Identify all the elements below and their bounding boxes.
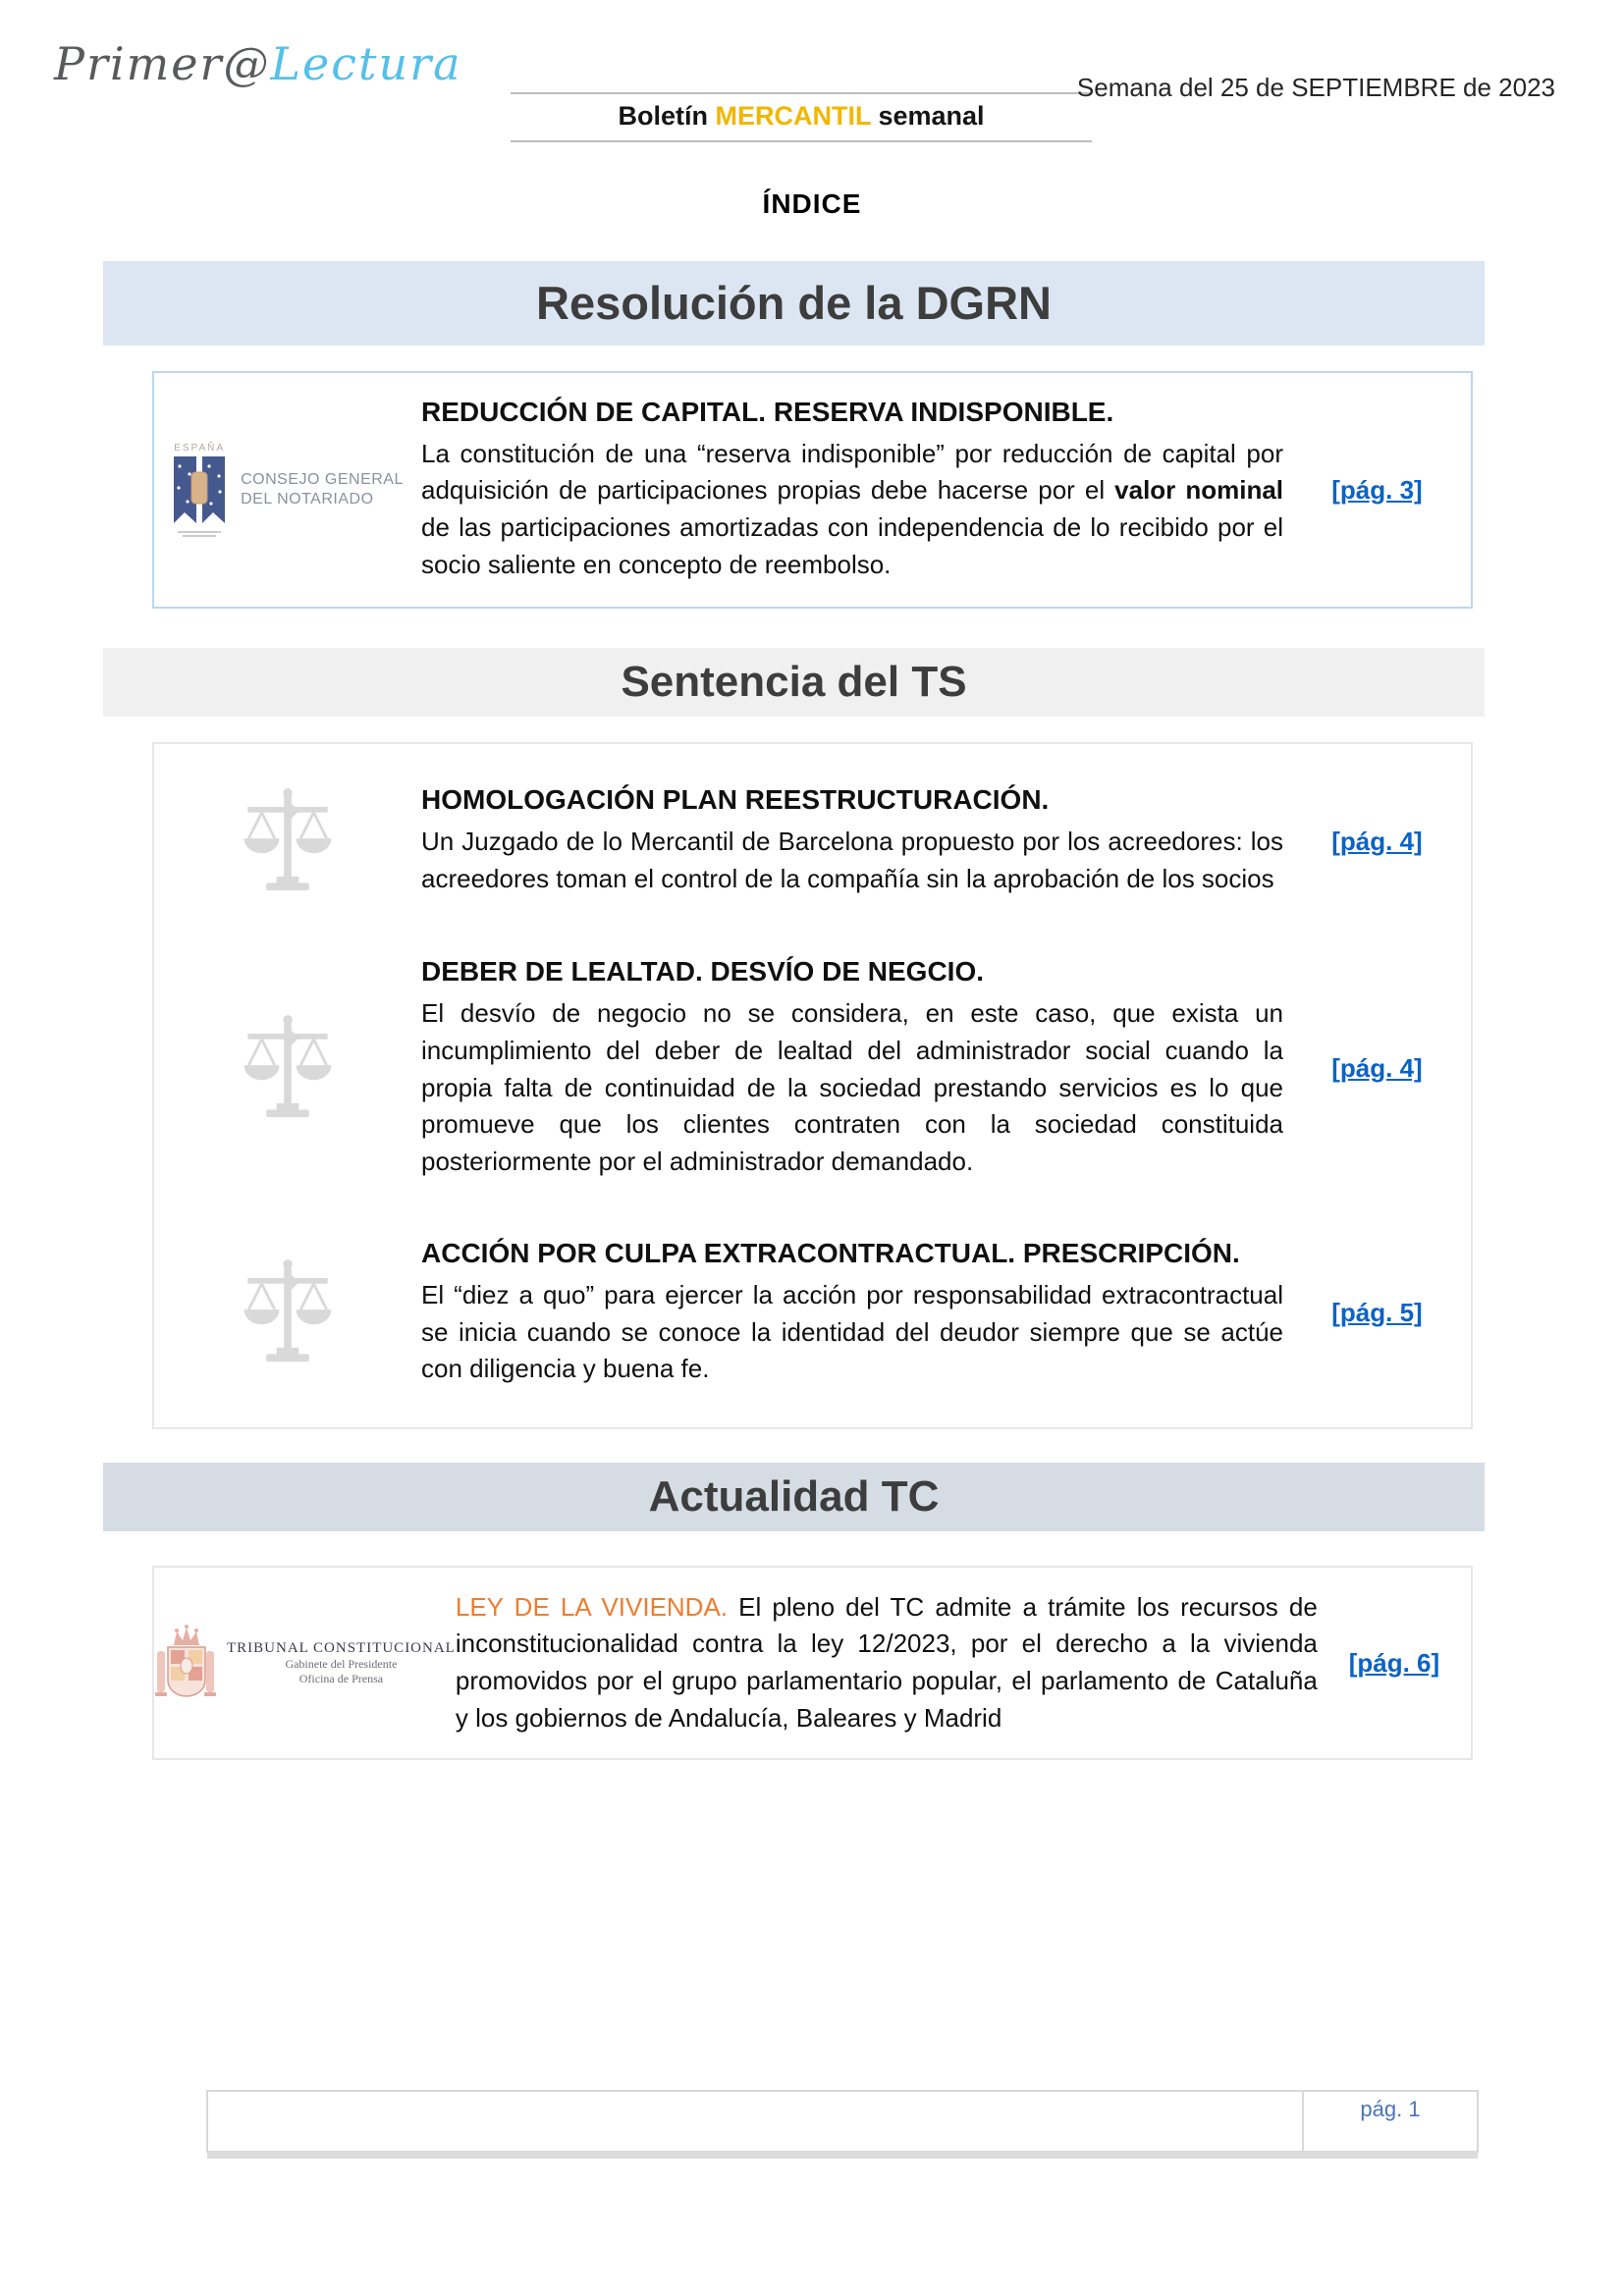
ts-item-2-text xyxy=(421,956,1283,1180)
logo-part-lectura: Lectura xyxy=(270,37,462,90)
tc-item-body xyxy=(456,1589,1318,1737)
page-link-4a[interactable]: [pág. 4] xyxy=(1331,826,1423,856)
section-box-dgrn xyxy=(152,371,1473,609)
dgrn-link-cell xyxy=(1283,475,1471,506)
tribunal-constitucional-logo xyxy=(154,1624,456,1702)
ts-item-2-body: El desvío de negocio no se considera, en este caso, que exista un incumplimiento del deber de lealtad del administrador social cuando la propia falta de continuidad de la sociedad prestando servicios es lo que promueve que los clientes contraten con la sociedad constituida posteriormente por el administrador demandado. xyxy=(421,998,1283,1176)
ts-item-3-text xyxy=(421,1238,1283,1388)
scales-icon-svg xyxy=(237,1010,339,1126)
notariado-logo xyxy=(154,443,421,537)
scales-icon xyxy=(154,1255,421,1370)
scales-icon xyxy=(154,1010,421,1126)
notariado-logo-inner xyxy=(172,443,404,537)
tc-item-text xyxy=(456,1589,1318,1737)
bulletin-title xyxy=(511,92,1092,142)
notariado-espana-label: ESPAÑA xyxy=(174,443,226,454)
logo-part-primer: Primer@ xyxy=(54,37,271,90)
ts-item-1-body: Un Juzgado de lo Mercantil de Barcelona propuesto por los acreedores: los acreedores toman el control de la compañía sin la aprobación de los socios xyxy=(421,827,1283,893)
notariado-line2: DEL NOTARIADO xyxy=(241,491,374,507)
tc-logo-line3: Oficina de Prensa xyxy=(298,1671,384,1685)
dgrn-item xyxy=(154,397,1471,584)
notariado-emblem-icon xyxy=(172,443,227,537)
tc-logo-text xyxy=(227,1640,456,1686)
ts-item-2-link-cell xyxy=(1283,1053,1471,1084)
week-date: Semana del 25 de SEPTIEMBRE de 2023 xyxy=(1076,73,1555,102)
section-box-ts xyxy=(152,742,1473,1429)
ts-item-1-link-cell xyxy=(1283,827,1471,857)
dgrn-item-text xyxy=(421,397,1283,584)
index-title: ÍNDICE xyxy=(762,188,862,219)
section-banner-tc: Actualidad TC xyxy=(103,1463,1485,1531)
tc-logo-line1: TRIBUNAL CONSTITUCIONAL xyxy=(227,1639,456,1656)
notariado-flags-icon xyxy=(172,454,227,529)
footer xyxy=(206,2090,1479,2153)
notariado-small-text-bar2 xyxy=(183,535,216,537)
bulletin-title-post: semanal xyxy=(870,101,985,131)
page-link-5[interactable]: [pág. 5] xyxy=(1331,1297,1423,1327)
dgrn-body-bold: valor nominal xyxy=(1114,475,1284,506)
ts-item-3-heading: ACCIÓN POR CULPA EXTRACONTRACTUAL. PRESCRIPCIÓN. xyxy=(421,1237,1240,1268)
page-link-3[interactable]: [pág. 3] xyxy=(1331,474,1423,505)
notariado-small-text-bar xyxy=(178,531,221,533)
bulletin-title-highlight: MERCANTIL xyxy=(715,101,871,131)
dgrn-item-heading: REDUCCIÓN DE CAPITAL. RESERVA INDISPONIBLE. xyxy=(421,396,1114,427)
tc-coat-of-arms-icon xyxy=(154,1624,217,1702)
notariado-wordmark xyxy=(241,470,404,509)
tc-logo-inner xyxy=(154,1624,456,1702)
page-number: pág. 1 xyxy=(1360,2097,1421,2121)
tc-item xyxy=(154,1589,1471,1737)
footer-empty-area xyxy=(208,2092,1304,2151)
primera-lectura-logo xyxy=(54,37,462,90)
scales-icon-svg xyxy=(237,1255,339,1370)
ts-item-3 xyxy=(154,1238,1471,1388)
ts-item-2 xyxy=(154,956,1471,1180)
ts-item-1-heading: HOMOLOGACIÓN PLAN REESTRUCTURACIÓN. xyxy=(421,784,1050,816)
section-banner-ts: Sentencia del TS xyxy=(103,648,1485,717)
section-banner-dgrn: Resolución de la DGRN xyxy=(103,261,1485,346)
scales-icon xyxy=(154,783,421,899)
tc-logo-line2: Gabinete del Presidente xyxy=(285,1656,398,1671)
dgrn-body-post: de las participaciones amortizadas con independencia de lo recibido por el socio saliente en concepto de reembolso. xyxy=(421,512,1283,579)
dgrn-body-pre: La constitución de una “reserva indisponible” por reducción de capital por adquisición de participaciones propias debe hacerse por el xyxy=(421,438,1283,506)
page-link-4b[interactable]: [pág. 4] xyxy=(1331,1052,1423,1083)
ts-item-2-heading: DEBER DE LEALTAD. DESVÍO DE NEGCIO. xyxy=(421,956,985,988)
ts-item-1-text xyxy=(421,784,1283,897)
ts-item-3-body: El “diez a quo” para ejercer la acción por responsabilidad extracontractual se inicia cuando se conoce la identidad del deudor siempre que se actúe con diligencia y buena fe. xyxy=(421,1279,1283,1384)
bulletin-title-pre: Boletín xyxy=(618,101,716,131)
notariado-line1: CONSEJO GENERAL xyxy=(241,471,404,488)
ts-item-1 xyxy=(154,783,1471,899)
tc-link-cell xyxy=(1318,1648,1471,1679)
section-box-tc xyxy=(152,1566,1473,1760)
page-link-6[interactable]: [pág. 6] xyxy=(1348,1647,1440,1678)
scales-icon-svg xyxy=(237,783,339,899)
dgrn-item-body xyxy=(421,436,1283,584)
ts-item-3-link-cell xyxy=(1283,1298,1471,1328)
tc-body-lead: LEY DE LA VIVIENDA. xyxy=(455,1591,729,1622)
tc-body-rest: El pleno del TC admite a trámite los recursos de inconstitucionalidad contra la ley 12/2023, por el derecho a la vivienda promovidos por el grupo parlamentario popular, el parlamento de Cataluña y los gobiernos de Andalucía, Baleares y Madrid xyxy=(455,1591,1318,1733)
